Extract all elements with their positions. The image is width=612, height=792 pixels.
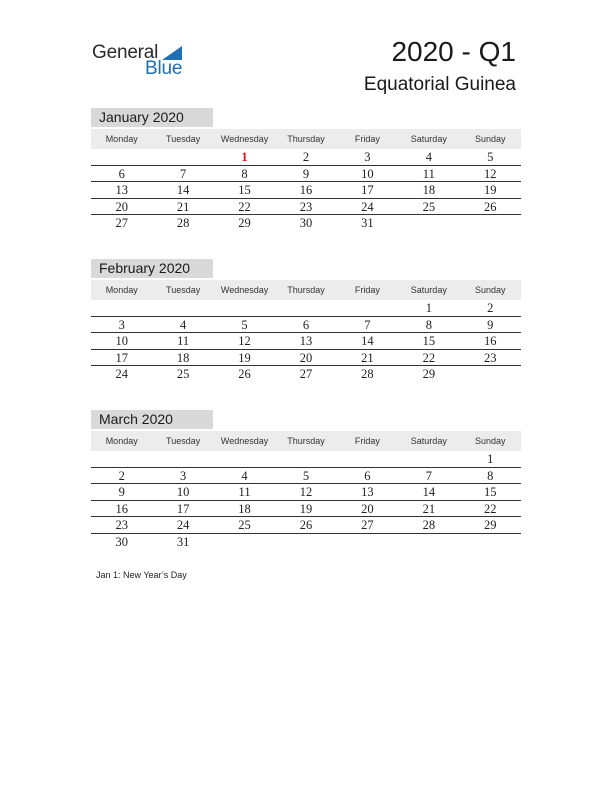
day-cell: 7 bbox=[425, 468, 432, 483]
empty-day-cell bbox=[460, 366, 521, 383]
day-cell: 9 bbox=[487, 317, 494, 332]
month-title: January 2020 bbox=[91, 108, 213, 127]
day-cell: 27 bbox=[361, 518, 374, 533]
weekday-label: Tuesday bbox=[166, 436, 201, 446]
weekday-label: Friday bbox=[354, 134, 380, 144]
day-cell: 25 bbox=[176, 367, 190, 382]
day-cell: 3 bbox=[364, 150, 371, 164]
day-cell: 31 bbox=[361, 216, 374, 231]
day-cell: 10 bbox=[176, 485, 190, 500]
day-cell: 12 bbox=[238, 334, 251, 349]
calendar-grid bbox=[91, 431, 521, 551]
day-cell: 21 bbox=[422, 501, 436, 516]
day-cell: 10 bbox=[115, 334, 128, 349]
day-cell: 12 bbox=[483, 166, 497, 181]
day-cell: 26 bbox=[299, 518, 313, 533]
day-cell: 4 bbox=[425, 150, 432, 164]
day-cell: 7 bbox=[180, 166, 187, 181]
day-cell: 1 bbox=[425, 301, 432, 315]
day-cell: 5 bbox=[302, 468, 310, 483]
empty-day-cell bbox=[398, 215, 459, 232]
empty-day-cell bbox=[337, 300, 398, 316]
weekday-label: Wednesday bbox=[220, 134, 269, 144]
day-cell: 20 bbox=[115, 199, 128, 214]
week-row bbox=[91, 534, 521, 551]
weekday-header-row bbox=[91, 280, 521, 300]
weekday-label: Thursday bbox=[287, 285, 325, 295]
day-cell: 25 bbox=[422, 199, 436, 214]
empty-day-cell bbox=[214, 451, 275, 467]
day-cell: 6 bbox=[364, 468, 371, 483]
weekday-header-row bbox=[91, 431, 521, 451]
week-row bbox=[91, 517, 521, 534]
day-cell: 1 bbox=[487, 452, 494, 466]
day-cell: 23 bbox=[115, 518, 128, 533]
day-cell: 15 bbox=[422, 334, 436, 349]
day-cell: 30 bbox=[115, 534, 128, 549]
day-cell: 17 bbox=[115, 350, 128, 365]
month-january bbox=[91, 108, 521, 232]
empty-day-cell bbox=[91, 451, 152, 467]
day-cell: 22 bbox=[238, 199, 251, 214]
empty-day-cell bbox=[460, 215, 521, 232]
week-row bbox=[91, 350, 521, 367]
empty-day-cell bbox=[214, 534, 275, 551]
day-cell: 15 bbox=[483, 485, 497, 500]
day-cell: 31 bbox=[176, 534, 190, 549]
weekday-label: Saturday bbox=[410, 436, 447, 446]
day-cell: 8 bbox=[425, 317, 432, 332]
week-row bbox=[91, 199, 521, 216]
day-cell: 24 bbox=[176, 518, 190, 533]
day-cell: 18 bbox=[422, 183, 436, 198]
week-row bbox=[91, 149, 521, 166]
day-cell: 16 bbox=[483, 334, 497, 349]
empty-day-cell bbox=[337, 534, 398, 551]
weekday-label: Wednesday bbox=[220, 436, 269, 446]
empty-day-cell bbox=[214, 300, 275, 316]
day-cell: 14 bbox=[422, 485, 436, 500]
country-name: Equatorial Guinea bbox=[363, 74, 516, 95]
day-cell: 16 bbox=[115, 501, 128, 516]
day-cell: 13 bbox=[115, 183, 128, 198]
week-row bbox=[91, 468, 521, 485]
weekday-label: Tuesday bbox=[166, 134, 201, 144]
week-row bbox=[91, 317, 521, 334]
empty-day-cell bbox=[91, 149, 152, 165]
logo-text-blue: Blue bbox=[145, 58, 183, 79]
day-cell: 3 bbox=[118, 317, 125, 332]
week-row bbox=[91, 215, 521, 232]
day-cell: 6 bbox=[118, 166, 125, 181]
day-cell: 28 bbox=[176, 216, 190, 231]
empty-day-cell bbox=[398, 451, 459, 467]
day-cell: 6 bbox=[302, 317, 310, 332]
weekday-label: Saturday bbox=[410, 285, 447, 295]
weekday-label: Thursday bbox=[287, 436, 325, 446]
day-cell: 17 bbox=[361, 183, 374, 198]
day-cell: 19 bbox=[299, 501, 313, 516]
week-row bbox=[91, 333, 521, 350]
holiday-notes: Jan 1: New Year’s Day bbox=[96, 570, 187, 580]
weekday-label: Friday bbox=[354, 436, 380, 446]
day-cell: 21 bbox=[176, 199, 190, 214]
day-cell: 13 bbox=[299, 334, 313, 349]
day-cell: 23 bbox=[483, 350, 497, 365]
day-cell: 19 bbox=[238, 350, 251, 365]
day-cell: 17 bbox=[176, 501, 190, 516]
day-cell: 23 bbox=[299, 199, 313, 214]
day-cell: 27 bbox=[299, 367, 313, 382]
day-cell: 12 bbox=[299, 485, 313, 500]
day-cell: 13 bbox=[361, 485, 374, 500]
logo-text-general: General bbox=[92, 42, 159, 63]
weekday-header-row bbox=[91, 129, 521, 149]
empty-day-cell bbox=[152, 300, 213, 316]
day-cell: 28 bbox=[361, 367, 374, 382]
weekday-label: Sunday bbox=[474, 285, 506, 295]
day-cell: 4 bbox=[180, 317, 187, 332]
empty-day-cell bbox=[91, 300, 152, 316]
month-title: March 2020 bbox=[91, 410, 213, 429]
day-cell: 28 bbox=[422, 518, 436, 533]
day-cell: 26 bbox=[238, 367, 251, 382]
day-cell: 16 bbox=[299, 183, 313, 198]
weekday-label: Sunday bbox=[474, 436, 506, 446]
week-row bbox=[91, 366, 521, 383]
day-cell: 10 bbox=[361, 166, 374, 181]
day-cell: 2 bbox=[302, 150, 310, 164]
day-cell: 30 bbox=[299, 216, 313, 231]
day-cell: 19 bbox=[483, 183, 497, 198]
empty-day-cell bbox=[275, 534, 336, 551]
day-cell: 29 bbox=[238, 216, 251, 231]
day-cell: 2 bbox=[487, 301, 494, 315]
generalblue-logo bbox=[92, 42, 192, 78]
page-title: 2020 - Q1 bbox=[391, 36, 516, 67]
day-cell: 15 bbox=[238, 183, 251, 198]
day-cell: 24 bbox=[361, 199, 374, 214]
weekday-label: Monday bbox=[105, 285, 138, 295]
day-cell: 8 bbox=[241, 166, 248, 181]
month-march bbox=[91, 410, 521, 551]
weekday-label: Saturday bbox=[410, 134, 447, 144]
month-february bbox=[91, 259, 521, 383]
day-cell: 25 bbox=[238, 518, 251, 533]
weekday-label: Thursday bbox=[287, 134, 325, 144]
weekday-label: Wednesday bbox=[220, 285, 269, 295]
day-cell: 22 bbox=[483, 501, 497, 516]
calendar-grid bbox=[91, 129, 521, 232]
empty-day-cell bbox=[152, 451, 213, 467]
empty-day-cell bbox=[460, 534, 521, 551]
day-cell: 8 bbox=[487, 468, 494, 483]
day-cell: 29 bbox=[483, 518, 497, 533]
weekday-label: Tuesday bbox=[166, 285, 201, 295]
week-row bbox=[91, 484, 521, 501]
day-cell: 11 bbox=[177, 334, 190, 349]
empty-day-cell bbox=[275, 300, 336, 316]
day-cell: 4 bbox=[241, 468, 248, 483]
day-cell: 21 bbox=[361, 350, 374, 365]
day-cell: 2 bbox=[118, 468, 125, 483]
day-cell: 18 bbox=[238, 501, 251, 516]
day-cell: 1 bbox=[241, 150, 248, 164]
day-cell: 14 bbox=[361, 334, 374, 349]
day-cell: 24 bbox=[115, 367, 128, 382]
week-row bbox=[91, 501, 521, 518]
day-cell: 5 bbox=[487, 150, 494, 164]
empty-day-cell bbox=[398, 534, 459, 551]
month-title: February 2020 bbox=[91, 259, 213, 278]
day-cell: 11 bbox=[238, 485, 251, 500]
day-cell: 9 bbox=[118, 485, 125, 500]
day-cell: 20 bbox=[361, 501, 374, 516]
day-cell: 5 bbox=[241, 317, 248, 332]
day-cell: 11 bbox=[422, 166, 435, 181]
week-row bbox=[91, 451, 521, 468]
weekday-label: Monday bbox=[105, 436, 138, 446]
empty-day-cell bbox=[152, 149, 213, 165]
week-row bbox=[91, 166, 521, 183]
week-row bbox=[91, 300, 521, 317]
day-cell: 18 bbox=[176, 350, 190, 365]
day-cell: 9 bbox=[302, 166, 310, 181]
calendar-grid bbox=[91, 280, 521, 383]
day-cell: 22 bbox=[422, 350, 436, 365]
day-cell: 7 bbox=[364, 317, 371, 332]
day-cell: 20 bbox=[299, 350, 313, 365]
day-cell: 27 bbox=[115, 216, 128, 231]
empty-day-cell bbox=[337, 451, 398, 467]
empty-day-cell bbox=[275, 451, 336, 467]
weekday-label: Friday bbox=[354, 285, 380, 295]
day-cell: 29 bbox=[422, 367, 436, 382]
day-cell: 3 bbox=[180, 468, 187, 483]
day-cell: 26 bbox=[483, 199, 497, 214]
weekday-label: Sunday bbox=[474, 134, 506, 144]
week-row bbox=[91, 182, 521, 199]
weekday-label: Monday bbox=[105, 134, 138, 144]
day-cell: 14 bbox=[176, 183, 190, 198]
